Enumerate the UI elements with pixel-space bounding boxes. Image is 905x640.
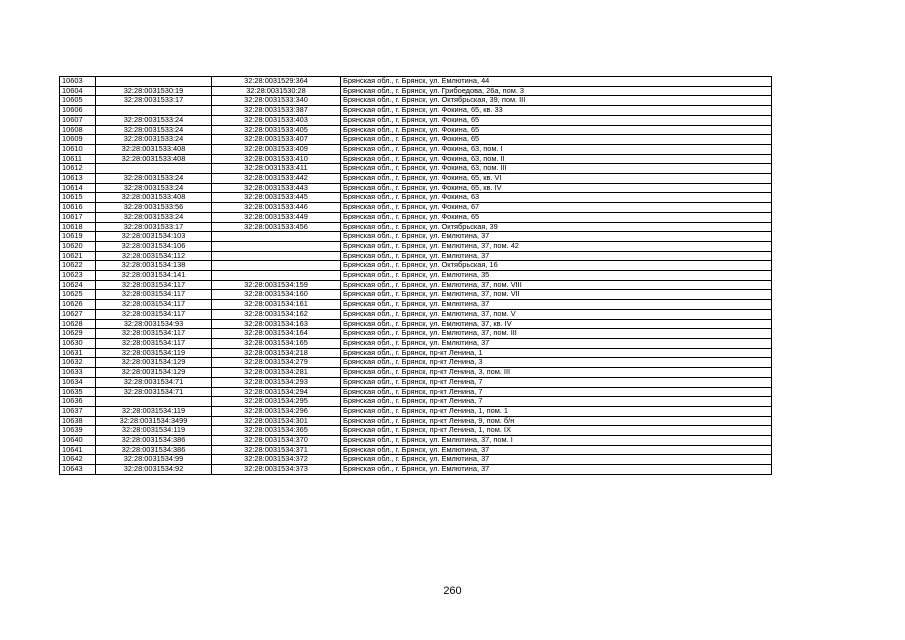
address-cell: Брянская обл., г. Брянск, ул. Фокина, 65 <box>341 125 772 135</box>
table-row <box>60 377 772 387</box>
row-number-cell: 10623 <box>60 271 96 281</box>
table-row <box>60 125 772 135</box>
parent-cadastral-number-cell: 32:28:0031534:106 <box>96 241 212 251</box>
row-number-cell: 10635 <box>60 387 96 397</box>
address-cell: Брянская обл., г. Брянск, ул. Фокина, 63, пом. I <box>341 144 772 154</box>
cadastral-number-cell: 32:28:0031533:411 <box>212 164 341 174</box>
table-row <box>60 96 772 106</box>
cadastral-number-cell: 32:28:0031534:373 <box>212 465 341 475</box>
table-row <box>60 406 772 416</box>
row-number-cell: 10624 <box>60 280 96 290</box>
cadastral-number-cell: 32:28:0031533:445 <box>212 193 341 203</box>
cadastral-number-cell: 32:28:0031534:164 <box>212 329 341 339</box>
table-row <box>60 222 772 232</box>
parent-cadastral-number-cell: 32:28:0031533:24 <box>96 212 212 222</box>
cadastral-number-cell: 32:28:0031534:161 <box>212 300 341 310</box>
row-number-cell: 10641 <box>60 445 96 455</box>
parent-cadastral-number-cell: 32:28:0031534:103 <box>96 232 212 242</box>
address-cell: Брянская обл., г. Брянск, ул. Фокина, 65, кв. VI <box>341 174 772 184</box>
parent-cadastral-number-cell: 32:28:0031533:56 <box>96 203 212 213</box>
row-number-cell: 10608 <box>60 125 96 135</box>
row-number-cell: 10616 <box>60 203 96 213</box>
parent-cadastral-number-cell: 32:28:0031534:117 <box>96 338 212 348</box>
address-cell: Брянская обл., г. Брянск, ул. Емлютина, 37 <box>341 251 772 261</box>
table-row <box>60 193 772 203</box>
row-number-cell: 10622 <box>60 261 96 271</box>
address-cell: Брянская обл., г. Брянск, ул. Фокина, 63, пом. III <box>341 164 772 174</box>
table-row <box>60 154 772 164</box>
cadastral-number-cell: 32:28:0031534:159 <box>212 280 341 290</box>
cadastral-number-cell: 32:28:0031533:443 <box>212 183 341 193</box>
row-number-cell: 10621 <box>60 251 96 261</box>
cadastral-number-cell: 32:28:0031534:294 <box>212 387 341 397</box>
parent-cadastral-number-cell: 32:28:0031534:129 <box>96 358 212 368</box>
address-cell: Брянская обл., г. Брянск, ул. Емлютина, 35 <box>341 271 772 281</box>
address-cell: Брянская обл., г. Брянск, ул. Фокина, 65 <box>341 115 772 125</box>
cadastral-number-cell: 32:28:0031533:405 <box>212 125 341 135</box>
parent-cadastral-number-cell: 32:28:0031533:408 <box>96 193 212 203</box>
address-cell: Брянская обл., г. Брянск, пр-кт Ленина, 7 <box>341 377 772 387</box>
parent-cadastral-number-cell: 32:28:0031534:3499 <box>96 416 212 426</box>
address-cell: Брянская обл., г. Брянск, ул. Емлютина, 37, пом. V <box>341 309 772 319</box>
table-row <box>60 135 772 145</box>
row-number-cell: 10636 <box>60 397 96 407</box>
parent-cadastral-number-cell: 32:28:0031533:24 <box>96 125 212 135</box>
row-number-cell: 10632 <box>60 358 96 368</box>
row-number-cell: 10606 <box>60 106 96 116</box>
address-cell: Брянская обл., г. Брянск, ул. Емлютина, 37, кв. IV <box>341 319 772 329</box>
cadastral-number-cell: 32:28:0031534:370 <box>212 436 341 446</box>
cadastral-number-cell: 32:28:0031534:295 <box>212 397 341 407</box>
address-cell: Брянская обл., г. Брянск, ул. Емлютина, 37 <box>341 465 772 475</box>
cadastral-number-cell <box>212 271 341 281</box>
table-row <box>60 416 772 426</box>
row-number-cell: 10613 <box>60 174 96 184</box>
cadastral-number-cell: 32:28:0031534:365 <box>212 426 341 436</box>
table-row <box>60 338 772 348</box>
address-cell: Брянская обл., г. Брянск, ул. Фокина, 63 <box>341 193 772 203</box>
table-row <box>60 426 772 436</box>
parent-cadastral-number-cell: 32:28:0031534:117 <box>96 329 212 339</box>
table-row <box>60 300 772 310</box>
table-row <box>60 358 772 368</box>
row-number-cell: 10630 <box>60 338 96 348</box>
row-number-cell: 10618 <box>60 222 96 232</box>
address-cell: Брянская обл., г. Брянск, ул. Емлютина, 44 <box>341 77 772 87</box>
table-row <box>60 290 772 300</box>
cadastral-number-cell: 32:28:0031529:364 <box>212 77 341 87</box>
cadastral-number-cell: 32:28:0031534:165 <box>212 338 341 348</box>
parent-cadastral-number-cell: 32:28:0031533:24 <box>96 135 212 145</box>
cadastral-number-cell: 32:28:0031533:340 <box>212 96 341 106</box>
table-row <box>60 261 772 271</box>
table-row <box>60 348 772 358</box>
parent-cadastral-number-cell: 32:28:0031530:19 <box>96 86 212 96</box>
parent-cadastral-number-cell: 32:28:0031534:112 <box>96 251 212 261</box>
table-row <box>60 183 772 193</box>
address-cell: Брянская обл., г. Брянск, ул. Фокина, 65 <box>341 135 772 145</box>
row-number-cell: 10628 <box>60 319 96 329</box>
registry-table-body <box>60 77 772 475</box>
row-number-cell: 10617 <box>60 212 96 222</box>
cadastral-number-cell: 32:28:0031534:371 <box>212 445 341 455</box>
parent-cadastral-number-cell: 32:28:0031534:119 <box>96 348 212 358</box>
address-cell: Брянская обл., г. Брянск, пр-кт Ленина, 9, пом. б/н <box>341 416 772 426</box>
cadastral-number-cell: 32:28:0031533:409 <box>212 144 341 154</box>
address-cell: Брянская обл., г. Брянск, ул. Емлютина, 37 <box>341 445 772 455</box>
address-cell: Брянская обл., г. Брянск, ул. Грибоедова, 26а, пом. 3 <box>341 86 772 96</box>
table-row <box>60 251 772 261</box>
table-row <box>60 241 772 251</box>
row-number-cell: 10634 <box>60 377 96 387</box>
parent-cadastral-number-cell: 32:28:0031534:129 <box>96 368 212 378</box>
table-row <box>60 232 772 242</box>
row-number-cell: 10605 <box>60 96 96 106</box>
cadastral-number-cell: 32:28:0031534:372 <box>212 455 341 465</box>
address-cell: Брянская обл., г. Брянск, пр-кт Ленина, 7 <box>341 387 772 397</box>
cadastral-number-cell <box>212 251 341 261</box>
parent-cadastral-number-cell: 32:28:0031534:138 <box>96 261 212 271</box>
row-number-cell: 10638 <box>60 416 96 426</box>
cadastral-number-cell: 32:28:0031534:163 <box>212 319 341 329</box>
row-number-cell: 10640 <box>60 436 96 446</box>
row-number-cell: 10639 <box>60 426 96 436</box>
address-cell: Брянская обл., г. Брянск, ул. Октябрьская, 39, пом. III <box>341 96 772 106</box>
table-row <box>60 86 772 96</box>
address-cell: Брянская обл., г. Брянск, ул. Октябрьская, 39 <box>341 222 772 232</box>
cadastral-number-cell: 32:28:0031530:28 <box>212 86 341 96</box>
table-row <box>60 309 772 319</box>
row-number-cell: 10631 <box>60 348 96 358</box>
table-row <box>60 465 772 475</box>
registry-table <box>59 76 772 475</box>
table-row <box>60 387 772 397</box>
parent-cadastral-number-cell: 32:28:0031534:71 <box>96 377 212 387</box>
parent-cadastral-number-cell: 32:28:0031534:117 <box>96 290 212 300</box>
row-number-cell: 10610 <box>60 144 96 154</box>
address-cell: Брянская обл., г. Брянск, ул. Октябрьская, 16 <box>341 261 772 271</box>
parent-cadastral-number-cell: 32:28:0031534:92 <box>96 465 212 475</box>
table-row <box>60 271 772 281</box>
cadastral-number-cell: 32:28:0031534:301 <box>212 416 341 426</box>
address-cell: Брянская обл., г. Брянск, ул. Емлютина, 37 <box>341 300 772 310</box>
parent-cadastral-number-cell: 32:28:0031534:141 <box>96 271 212 281</box>
parent-cadastral-number-cell: 32:28:0031534:119 <box>96 426 212 436</box>
address-cell: Брянская обл., г. Брянск, ул. Фокина, 67 <box>341 203 772 213</box>
table-row <box>60 455 772 465</box>
cadastral-number-cell: 32:28:0031533:442 <box>212 174 341 184</box>
table-row <box>60 164 772 174</box>
parent-cadastral-number-cell: 32:28:0031533:24 <box>96 174 212 184</box>
parent-cadastral-number-cell: 32:28:0031533:24 <box>96 115 212 125</box>
table-row <box>60 368 772 378</box>
parent-cadastral-number-cell <box>96 77 212 87</box>
parent-cadastral-number-cell: 32:28:0031534:119 <box>96 406 212 416</box>
parent-cadastral-number-cell: 32:28:0031533:17 <box>96 222 212 232</box>
table-row <box>60 115 772 125</box>
row-number-cell: 10604 <box>60 86 96 96</box>
address-cell: Брянская обл., г. Брянск, ул. Фокина, 65, кв. 33 <box>341 106 772 116</box>
table-row <box>60 436 772 446</box>
address-cell: Брянская обл., г. Брянск, ул. Фокина, 65 <box>341 212 772 222</box>
address-cell: Брянская обл., г. Брянск, пр-кт Ленина, 1, пом. IX <box>341 426 772 436</box>
parent-cadastral-number-cell: 32:28:0031534:93 <box>96 319 212 329</box>
row-number-cell: 10620 <box>60 241 96 251</box>
parent-cadastral-number-cell: 32:28:0031533:17 <box>96 96 212 106</box>
table-row <box>60 144 772 154</box>
row-number-cell: 10609 <box>60 135 96 145</box>
table-row <box>60 319 772 329</box>
parent-cadastral-number-cell: 32:28:0031534:386 <box>96 445 212 455</box>
cadastral-number-cell: 32:28:0031533:410 <box>212 154 341 164</box>
table-row <box>60 329 772 339</box>
parent-cadastral-number-cell: 32:28:0031534:71 <box>96 387 212 397</box>
row-number-cell: 10633 <box>60 368 96 378</box>
row-number-cell: 10642 <box>60 455 96 465</box>
cadastral-number-cell: 32:28:0031533:403 <box>212 115 341 125</box>
parent-cadastral-number-cell: 32:28:0031534:117 <box>96 300 212 310</box>
address-cell: Брянская обл., г. Брянск, ул. Фокина, 63, пом. II <box>341 154 772 164</box>
row-number-cell: 10607 <box>60 115 96 125</box>
cadastral-number-cell <box>212 232 341 242</box>
cadastral-number-cell: 32:28:0031534:296 <box>212 406 341 416</box>
table-row <box>60 203 772 213</box>
row-number-cell: 10615 <box>60 193 96 203</box>
row-number-cell: 10627 <box>60 309 96 319</box>
cadastral-number-cell: 32:28:0031533:446 <box>212 203 341 213</box>
address-cell: Брянская обл., г. Брянск, ул. Емлютина, 37, пом. 42 <box>341 241 772 251</box>
row-number-cell: 10626 <box>60 300 96 310</box>
cadastral-number-cell: 32:28:0031534:162 <box>212 309 341 319</box>
row-number-cell: 10619 <box>60 232 96 242</box>
table-row <box>60 77 772 87</box>
table-row <box>60 280 772 290</box>
address-cell: Брянская обл., г. Брянск, ул. Фокина, 65, кв. IV <box>341 183 772 193</box>
address-cell: Брянская обл., г. Брянск, ул. Емлютина, 37 <box>341 232 772 242</box>
address-cell: Брянская обл., г. Брянск, пр-кт Ленина, 7 <box>341 397 772 407</box>
cadastral-number-cell: 32:28:0031534:279 <box>212 358 341 368</box>
table-row <box>60 106 772 116</box>
address-cell: Брянская обл., г. Брянск, ул. Емлютина, 37, пом. III <box>341 329 772 339</box>
row-number-cell: 10603 <box>60 77 96 87</box>
address-cell: Брянская обл., г. Брянск, пр-кт Ленина, 3, пом. III <box>341 368 772 378</box>
cadastral-number-cell: 32:28:0031533:407 <box>212 135 341 145</box>
table-row <box>60 212 772 222</box>
parent-cadastral-number-cell <box>96 106 212 116</box>
cadastral-number-cell <box>212 261 341 271</box>
cadastral-number-cell: 32:28:0031534:218 <box>212 348 341 358</box>
parent-cadastral-number-cell: 32:28:0031534:99 <box>96 455 212 465</box>
address-cell: Брянская обл., г. Брянск, ул. Емлютина, 37, пом. VIII <box>341 280 772 290</box>
parent-cadastral-number-cell: 32:28:0031534:117 <box>96 280 212 290</box>
cadastral-number-cell: 32:28:0031533:456 <box>212 222 341 232</box>
address-cell: Брянская обл., г. Брянск, пр-кт Ленина, 1 <box>341 348 772 358</box>
cadastral-number-cell: 32:28:0031534:293 <box>212 377 341 387</box>
parent-cadastral-number-cell: 32:28:0031534:386 <box>96 436 212 446</box>
address-cell: Брянская обл., г. Брянск, ул. Емлютина, 37 <box>341 338 772 348</box>
table-row <box>60 397 772 407</box>
table-row <box>60 445 772 455</box>
row-number-cell: 10614 <box>60 183 96 193</box>
row-number-cell: 10637 <box>60 406 96 416</box>
cadastral-number-cell: 32:28:0031533:449 <box>212 212 341 222</box>
parent-cadastral-number-cell: 32:28:0031534:117 <box>96 309 212 319</box>
parent-cadastral-number-cell: 32:28:0031533:24 <box>96 183 212 193</box>
cadastral-number-cell: 32:28:0031533:387 <box>212 106 341 116</box>
row-number-cell: 10625 <box>60 290 96 300</box>
address-cell: Брянская обл., г. Брянск, пр-кт Ленина, 1, пом. 1 <box>341 406 772 416</box>
address-cell: Брянская обл., г. Брянск, ул. Емлютина, 37, пом. VII <box>341 290 772 300</box>
cadastral-number-cell <box>212 241 341 251</box>
address-cell: Брянская обл., г. Брянск, ул. Емлютина, 37 <box>341 455 772 465</box>
row-number-cell: 10611 <box>60 154 96 164</box>
row-number-cell: 10643 <box>60 465 96 475</box>
parent-cadastral-number-cell <box>96 397 212 407</box>
address-cell: Брянская обл., г. Брянск, ул. Емлютина, 37, пом. I <box>341 436 772 446</box>
cadastral-number-cell: 32:28:0031534:281 <box>212 368 341 378</box>
parent-cadastral-number-cell: 32:28:0031533:408 <box>96 144 212 154</box>
row-number-cell: 10629 <box>60 329 96 339</box>
cadastral-number-cell: 32:28:0031534:160 <box>212 290 341 300</box>
row-number-cell: 10612 <box>60 164 96 174</box>
address-cell: Брянская обл., г. Брянск, пр-кт Ленина, 3 <box>341 358 772 368</box>
parent-cadastral-number-cell: 32:28:0031533:408 <box>96 154 212 164</box>
table-row <box>60 174 772 184</box>
parent-cadastral-number-cell <box>96 164 212 174</box>
page-number: 260 <box>443 585 462 597</box>
